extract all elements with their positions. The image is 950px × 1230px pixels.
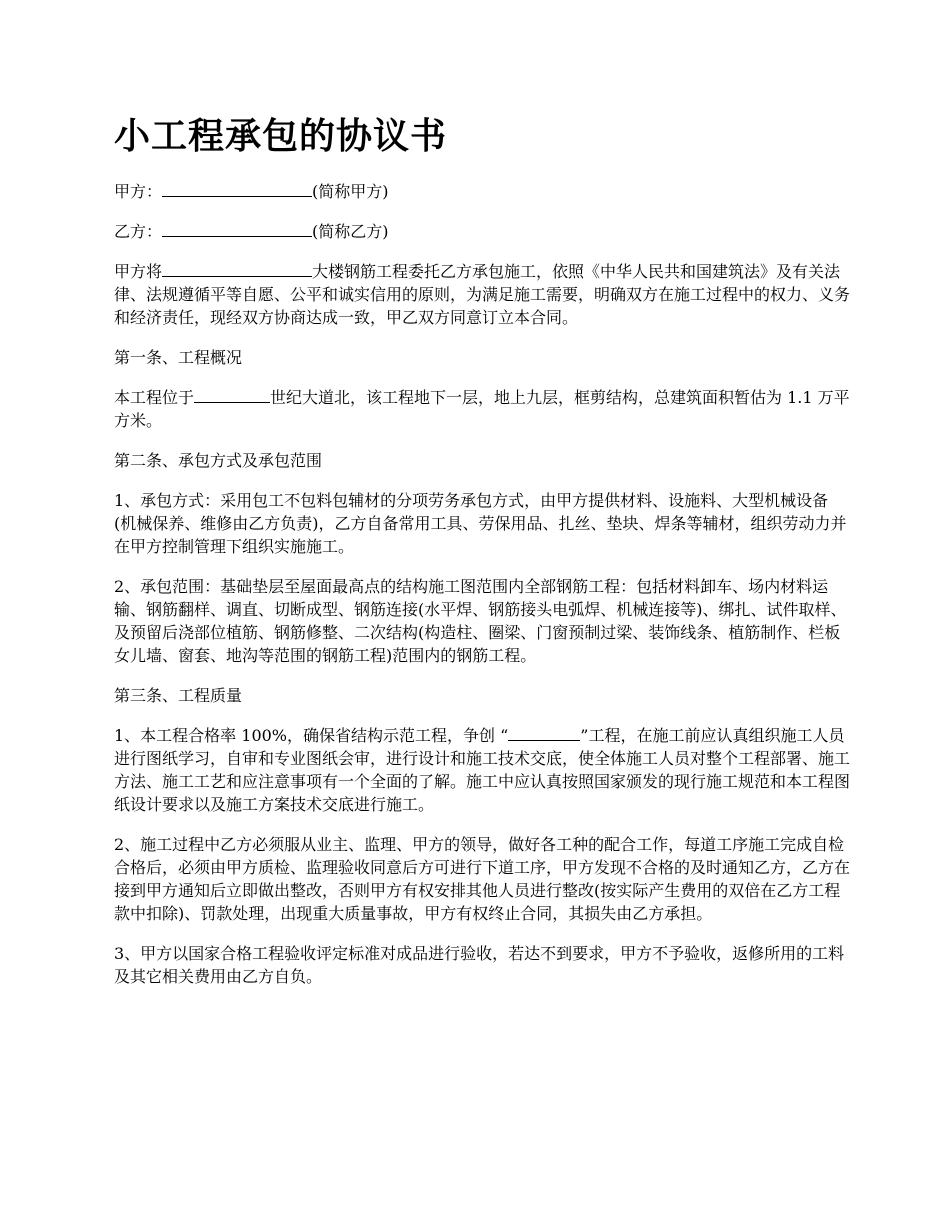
article3-item2: 2、施工过程中乙方必须服从业主、监理、甲方的领导，做好各工种的配合工作，每道工序施工完成自检合格后，必须由甲方质检、监理验收同意后方可进行下道工序，甲方发现不合格的及时通知乙方，乙方在接到甲方通知后立即做出整改，否则甲方有权安排其他人员进行整改(按实际产生费用的双倍在乙方工程款中扣除)、罚款处理，出现重大质量事故，甲方有权终止合同，其损失由乙方承担。	[114, 835, 851, 923]
intro-blank	[162, 260, 312, 277]
article2-heading: 第二条、承包方式及承包范围	[114, 451, 323, 470]
party-b-suffix: (简称乙方)	[312, 222, 389, 241]
article1-paragraph	[114, 386, 850, 432]
article1-heading: 第一条、工程概况	[114, 348, 243, 367]
intro-paragraph	[114, 260, 850, 329]
article3-item1-text: ”工程，在施工前应认真组织施工人员进行图纸学习，自审和专业图纸会审，进行设计和施工技术交底，使全体施工人员对整个工程部署、施工方法、施工工艺和应注意事项有一个全面的了解。施工中应认真按照国家颁发的现行施工规范和本工程图纸设计要求以及施工方案技术交底进行施工。	[114, 726, 851, 814]
party-a-suffix: (简称甲方)	[312, 182, 389, 201]
article1-prefix: 本工程位于	[114, 388, 195, 407]
party-a-line	[114, 180, 850, 203]
party-b-blank	[162, 220, 312, 237]
intro-text: 大楼钢筋工程委托乙方承包施工，依照《中华人民共和国建筑法》及有关法律、法规遵循平等自愿、公平和诚实信用的原则，为满足施工需要，明确双方在施工过程中的权力、义务和经济责任，现经双方协商达成一致，甲乙双方同意订立本合同。	[114, 262, 851, 327]
party-b-line	[114, 220, 850, 243]
party-a-blank	[162, 180, 312, 197]
article1-blank	[194, 386, 270, 403]
article1-text: 世纪大道北，该工程地下一层，地上九层，框剪结构，总建筑面积暂估为 1.1 万平方米。	[114, 388, 850, 430]
intro-prefix: 甲方将	[114, 262, 163, 281]
article3-heading: 第三条、工程质量	[114, 686, 243, 705]
article2-item1: 1、承包方式：采用包工不包料包辅材的分项劳务承包方式，由甲方提供材料、设施料、大型机械设备(机械保养、维修由乙方负责)，乙方自备常用工具、劳保用品、扎丝、垫块、焊条等辅材，组织劳动力并在甲方控制管理下组织实施施工。	[114, 491, 847, 556]
article3-item3: 3、甲方以国家合格工程验收评定标准对成品进行验收，若达不到要求，甲方不予验收，返修所用的工料及其它相关费用由乙方自负。	[114, 944, 845, 986]
party-b-prefix: 乙方：	[114, 222, 163, 241]
article3-item1	[114, 724, 850, 816]
party-a-prefix: 甲方：	[114, 182, 163, 201]
article2-item2: 2、承包范围：基础垫层至屋面最高点的结构施工图范围内全部钢筋工程：包括材料卸车、场内材料运输、钢筋翻样、调直、切断成型、钢筋连接(水平焊、钢筋接头电弧焊、机械连接等)、绑扎、试件取样、及预留后浇部位植筋、钢筋修整、二次结构(构造柱、圈梁、门窗预制过梁、装饰线条、植筋制作、栏板女儿墙、窗套、地沟等范围的钢筋工程)范围内的钢筋工程。	[114, 577, 847, 665]
document-page	[114, 112, 850, 1005]
document-title: 小工程承包的协议书	[114, 115, 448, 157]
article3-item1-prefix: 1、本工程合格率 100%，确保省结构示范工程，争创 “	[114, 726, 509, 745]
article3-item1-blank	[508, 724, 580, 741]
